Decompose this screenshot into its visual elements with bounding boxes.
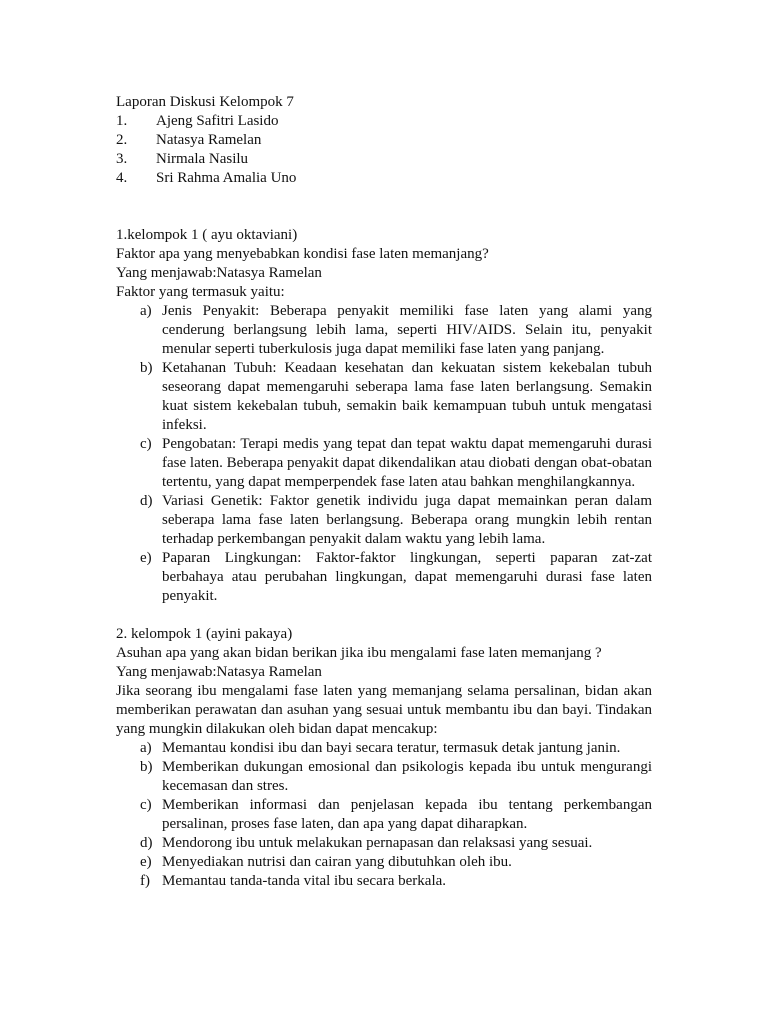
care-list xyxy=(116,739,652,891)
section-heading: 2. kelompok 1 (ayini pakaya) xyxy=(116,626,293,642)
member-number: 2. xyxy=(116,132,128,148)
list-item xyxy=(116,435,652,492)
document-page xyxy=(116,93,652,891)
list-item xyxy=(116,758,652,796)
list-marker: c) xyxy=(140,797,152,813)
list-marker: e) xyxy=(140,550,152,566)
list-item xyxy=(116,872,652,891)
list-item-text: Memberikan dukungan emosional dan psikologis kepada ibu untuk mengurangi kecemasan dan stres. xyxy=(162,759,652,794)
member-name: Ajeng Safitri Lasido xyxy=(156,113,279,129)
member-item xyxy=(116,112,652,131)
list-item xyxy=(116,492,652,549)
discussion-section-1 xyxy=(116,226,652,606)
list-item-text: Pengobatan: Terapi medis yang tepat dan tepat waktu dapat memengaruhi durasi fase laten. Beberapa penyakit dapat dikendalikan atau diobati dengan obat-obatan tertentu, yang dapat memperpendek fase laten atau bahkan menghilangkannya. xyxy=(162,436,652,490)
member-number: 1. xyxy=(116,113,128,129)
list-marker: a) xyxy=(140,303,152,319)
member-name: Sri Rahma Amalia Uno xyxy=(156,170,297,186)
list-marker: a) xyxy=(140,740,152,756)
member-item xyxy=(116,169,652,188)
list-marker: c) xyxy=(140,436,152,452)
section-answerer: Yang menjawab:Natasya Ramelan xyxy=(116,265,322,281)
member-number: 3. xyxy=(116,151,128,167)
spacer xyxy=(116,188,652,226)
list-item-text: Menyediakan nutrisi dan cairan yang dibutuhkan oleh ibu. xyxy=(162,854,512,870)
list-item-text: Memantau kondisi ibu dan bayi secara teratur, termasuk detak jantung janin. xyxy=(162,740,621,756)
list-item-text: Paparan Lingkungan: Faktor-faktor lingkungan, seperti paparan zat-zat berbahaya atau perubahan lingkungan, dapat memengaruhi durasi fase laten penyakit. xyxy=(162,550,652,604)
list-item xyxy=(116,359,652,435)
section-intro: Jika seorang ibu mengalami fase laten yang memanjang selama persalinan, bidan akan memberikan perawatan dan asuhan yang sesuai untuk membantu ibu dan bayi. Tindakan yang mungkin dilakukan oleh bidan dapat mencakup: xyxy=(116,683,652,737)
member-name: Nirmala Nasilu xyxy=(156,151,249,167)
section-question: Asuhan apa yang akan bidan berikan jika ibu mengalami fase laten memanjang ? xyxy=(116,645,602,661)
document-title: Laporan Diskusi Kelompok 7 xyxy=(116,94,294,110)
list-item xyxy=(116,853,652,872)
section-question: Faktor apa yang menyebabkan kondisi fase laten memanjang? xyxy=(116,246,489,262)
list-item-text: Variasi Genetik: Faktor genetik individu juga dapat memainkan peran dalam seberapa lama fase laten berlangsung. Beberapa orang mungkin lebih rentan terhadap perkembangan penyakit dalam waktu yang lebih lama. xyxy=(162,493,652,547)
list-item-text: Memantau tanda-tanda vital ibu secara berkala. xyxy=(162,873,447,889)
member-item xyxy=(116,150,652,169)
member-name: Natasya Ramelan xyxy=(156,132,262,148)
discussion-section-2 xyxy=(116,625,652,891)
member-item xyxy=(116,131,652,150)
list-item-text: Memberikan informasi dan penjelasan kepada ibu tentang perkembangan persalinan, proses fase laten, dan apa yang dapat diharapkan. xyxy=(162,797,652,832)
section-intro: Faktor yang termasuk yaitu: xyxy=(116,284,285,300)
section-heading: 1.kelompok 1 ( ayu oktaviani) xyxy=(116,227,298,243)
list-item xyxy=(116,834,652,853)
member-number: 4. xyxy=(116,170,128,186)
list-item xyxy=(116,302,652,359)
section-answerer: Yang menjawab:Natasya Ramelan xyxy=(116,664,322,680)
list-marker: e) xyxy=(140,854,152,870)
list-item-text: Mendorong ibu untuk melakukan pernapasan dan relaksasi yang sesuai. xyxy=(162,835,593,851)
member-list xyxy=(116,112,652,188)
spacer xyxy=(116,606,652,625)
factor-list xyxy=(116,302,652,606)
list-marker: d) xyxy=(140,835,153,851)
list-item-text: Jenis Penyakit: Beberapa penyakit memiliki fase laten yang alami yang cenderung berlangsung lebih lama, seperti HIV/AIDS. Selain itu, penyakit menular seperti tuberkulosis juga dapat memiliki fase laten yang panjang. xyxy=(162,303,652,357)
list-marker: f) xyxy=(140,873,150,889)
list-marker: b) xyxy=(140,759,153,775)
list-marker: b) xyxy=(140,360,153,376)
list-item xyxy=(116,796,652,834)
list-marker: d) xyxy=(140,493,153,509)
list-item xyxy=(116,549,652,606)
list-item xyxy=(116,739,652,758)
list-item-text: Ketahanan Tubuh: Keadaan kesehatan dan kekuatan sistem kekebalan tubuh seseorang dapat memengaruhi seberapa lama fase laten berlangsung. Semakin kuat sistem kekebalan tubuh, semakin baik kemampuan tubuh untuk mengatasi infeksi. xyxy=(162,360,652,433)
